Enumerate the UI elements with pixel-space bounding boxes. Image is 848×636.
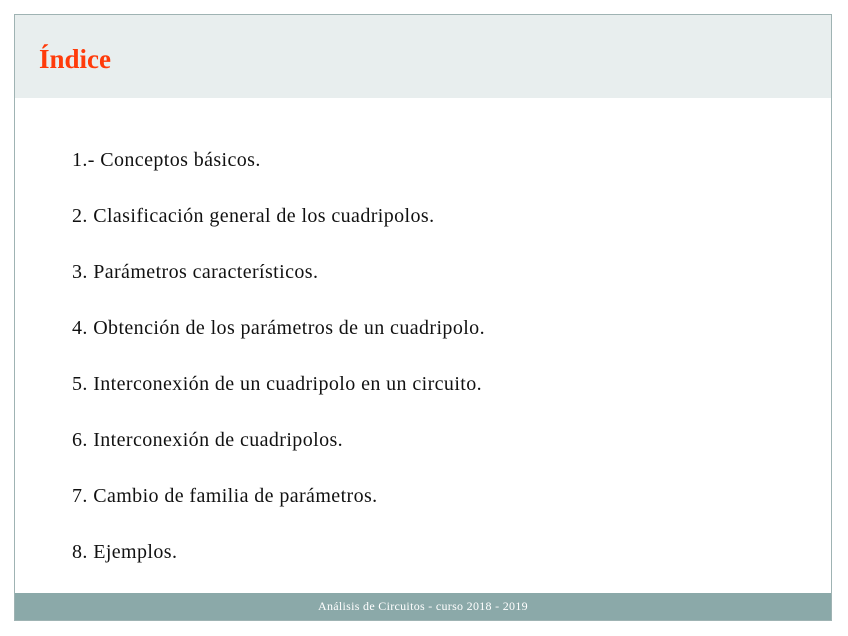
slide-title: Índice (39, 44, 112, 74)
table-of-contents (72, 146, 485, 594)
toc-item-7: 7. Cambio de familia de parámetros. (72, 485, 378, 507)
toc-item-6: 6. Interconexión de cuadripolos. (72, 429, 344, 451)
toc-item-4: 4. Obtención de los parámetros de un cuadripolo. (72, 317, 485, 339)
footer-text: Análisis de Circuitos - curso 2018 - 2019 (318, 599, 528, 613)
slide-footer (15, 593, 831, 620)
slide (14, 14, 832, 621)
slide-header (15, 15, 831, 98)
toc-item-2: 2. Clasificación general de los cuadripolos. (72, 205, 435, 227)
toc-item-5: 5. Interconexión de un cuadripolo en un circuito. (72, 373, 483, 395)
toc-item-8: 8. Ejemplos. (72, 541, 178, 563)
toc-item-1: 1.- Conceptos básicos. (72, 149, 261, 171)
toc-item-3: 3. Parámetros característicos. (72, 261, 319, 283)
